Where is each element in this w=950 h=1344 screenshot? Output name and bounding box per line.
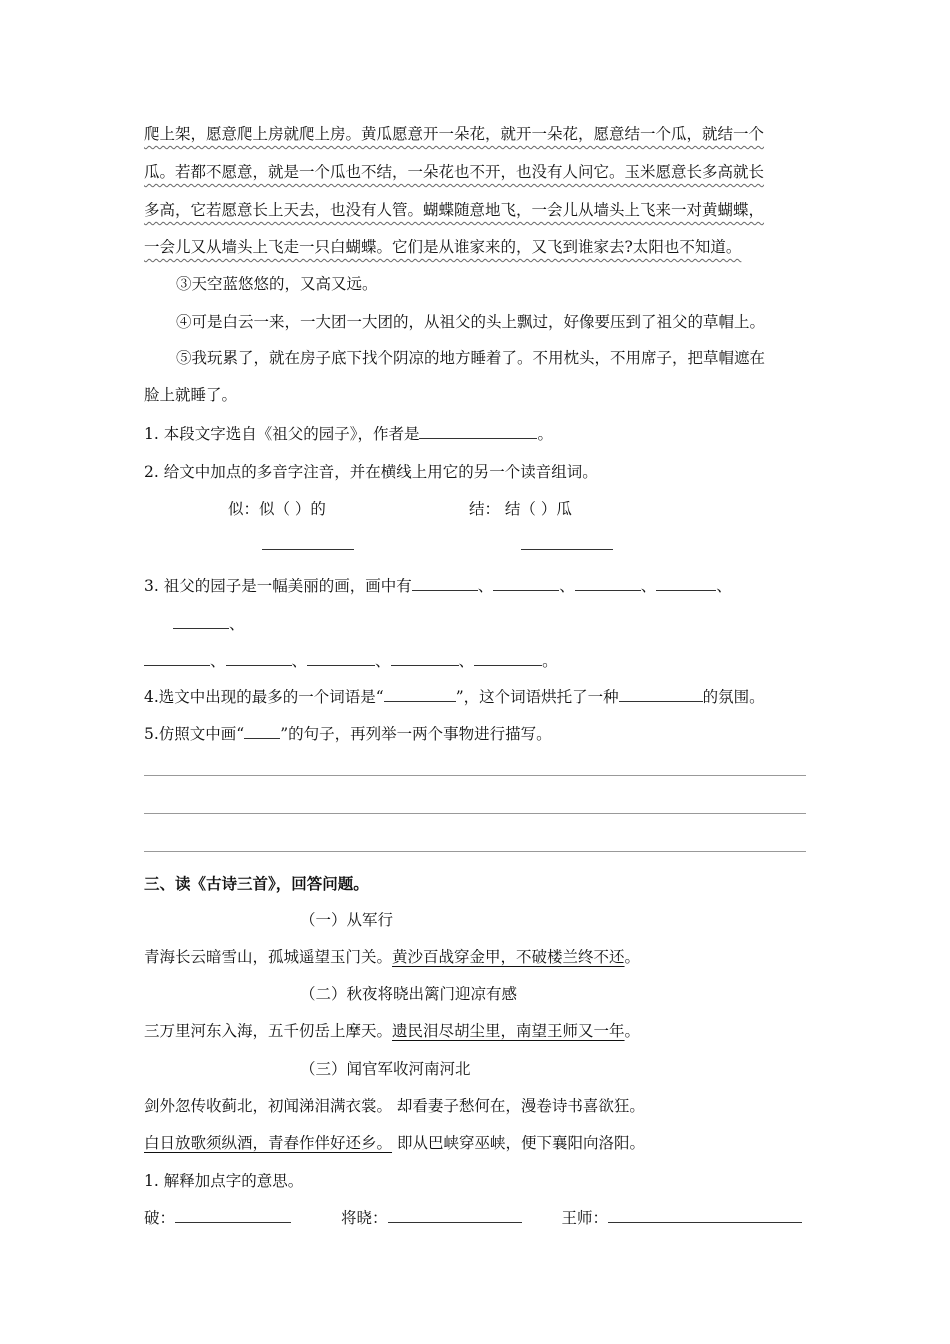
polyphone-si: 似：似（ ）的 [228, 500, 326, 518]
scene-blank-7[interactable] [226, 651, 292, 666]
scene-blank-9[interactable] [391, 651, 459, 666]
scene-blank-4[interactable] [656, 576, 716, 591]
passage-line-2: 瓜。若都不愿意，就是一个瓜也不结，一朵花也不开，也没有人问它。玉米愿意长多高就长 [144, 163, 765, 181]
author-answer-blank[interactable] [419, 424, 537, 439]
atmosphere-blank[interactable] [619, 687, 703, 702]
question-1-text: 1. 本段文字选自《祖父的园子》，作者是 [144, 425, 420, 443]
scene-blank-6[interactable] [144, 651, 210, 666]
paragraph-3: ③天空蓝悠悠的，又高又远。 [176, 275, 378, 293]
separator: 、 [559, 577, 575, 595]
question-1-suffix: 。 [537, 425, 553, 443]
question-5 [144, 724, 552, 744]
scene-blank-5[interactable] [173, 614, 229, 629]
jiangxiao-label: 将晓： [341, 1209, 388, 1227]
section-3-question-1: 1. 解释加点字的意思。 [144, 1172, 304, 1190]
separator: 、 [229, 615, 245, 633]
polyphone-jie: 结： 结（ ）瓜 [469, 500, 572, 518]
question-5-text-a: 5.仿照文中画“ [144, 725, 245, 743]
question-2: 2. 给文中加点的多音字注音，并在横线上用它的另一个读音组词。 [144, 463, 598, 481]
question-1 [144, 424, 553, 444]
scene-blank-3[interactable] [575, 576, 641, 591]
question-3 [144, 576, 732, 596]
poem-1-text [144, 947, 640, 967]
poem-2-text [144, 1021, 640, 1041]
passage-line-4: 一会儿又从墙头上飞走一只白蝴蝶。它们是从谁家来的，又飞到谁家去?太阳也不知道。 [144, 238, 742, 256]
question-4-text-b: ”，这个词语烘托了一种 [455, 688, 619, 706]
poem-1-title: （一）从军行 [300, 911, 394, 929]
poem-2-line-a: 三万里河东入海，五千仞岳上摩天。 [144, 1022, 393, 1040]
question-3-line-3 [144, 651, 558, 671]
jie-word-blank[interactable] [521, 549, 613, 550]
section-3-heading: 三、读《古诗三首》，回答问题。 [144, 874, 369, 893]
poem-3-line-2 [144, 1133, 645, 1153]
separator: 、 [375, 652, 391, 670]
question-3-line-2 [173, 614, 245, 634]
poem-1-line-a: 青海长云暗雪山，孤城遥望玉门关。 [144, 948, 393, 966]
separator: 、 [458, 652, 475, 670]
passage-line-3: 多高，它若愿意长上天去，也没有人管。蝴蝶随意地飞，一会儿从墙头上飞来一对黄蝴蝶， [144, 201, 765, 219]
po-answer-blank[interactable] [175, 1208, 291, 1223]
poem-3-line-1: 剑外忽传收蓟北，初闻涕泪满衣裳。 却看妻子愁何在，漫卷诗书喜欲狂。 [144, 1097, 645, 1115]
passage-line-1: 爬上架，愿意爬上房就爬上房。黄瓜愿意开一朵花，就开一朵花，愿意结一个瓜，就结一个 [144, 125, 765, 143]
paragraph-5-line-2: 脸上就睡了。 [144, 386, 238, 404]
question-4-text-c: 的氛围。 [702, 688, 765, 706]
separator: 、 [210, 652, 226, 670]
question-4 [144, 687, 765, 707]
question-3-text: 3. 祖父的园子是一幅美丽的画，画中有 [144, 577, 412, 595]
wangshi-answer-blank[interactable] [608, 1208, 802, 1223]
poem-3-title: （三）闻官军收河南河北 [300, 1060, 471, 1078]
jiangxiao-answer-blank[interactable] [388, 1208, 522, 1223]
wangshi-label: 王师： [561, 1209, 609, 1227]
separator: 、 [640, 577, 657, 595]
scene-blank-1[interactable] [412, 576, 478, 591]
answer-line-2[interactable] [144, 813, 806, 814]
paragraph-5-line-1: ⑤我玩累了，就在房子底下找个阴凉的地方睡着了。不用枕头，不用席子，把草帽遮在 [176, 349, 766, 367]
frequent-word-blank[interactable] [384, 687, 456, 702]
separator: 、 [477, 577, 494, 595]
separator: 、 [291, 652, 308, 670]
poem-1-end: 。 [624, 948, 641, 966]
answer-line-1[interactable] [144, 775, 806, 776]
poem-2-title: （二）秋夜将晓出篱门迎凉有感 [300, 985, 518, 1003]
poem-2-underlined: 遗民泪尽胡尘里，南望王师又一年 [392, 1022, 625, 1040]
scene-blank-8[interactable] [307, 651, 375, 666]
answer-line-3[interactable] [144, 851, 806, 852]
explain-row [144, 1208, 802, 1228]
poem-1-underlined: 黄沙百战穿金甲，不破楼兰终不还 [392, 948, 625, 966]
question-5-text-b: ”的句子，再列举一两个事物进行描写。 [280, 725, 552, 743]
poem-3-underlined: 白日放歌须纵酒，青春作伴好还乡。 [144, 1134, 393, 1152]
po-label: 破： [144, 1209, 176, 1227]
si-word-blank[interactable] [262, 549, 354, 550]
question-4-text-a: 4.选文中出现的最多的一个词语是“ [144, 688, 384, 706]
separator: 、 [716, 577, 732, 595]
scene-blank-2[interactable] [493, 576, 559, 591]
question-3-period: 。 [542, 652, 558, 670]
scene-blank-10[interactable] [474, 651, 542, 666]
underline-sample [244, 724, 280, 739]
poem-3-line-c: 即从巴峡穿巫峡，便下襄阳向洛阳。 [392, 1134, 645, 1152]
poem-2-end: 。 [624, 1022, 641, 1040]
paragraph-4: ④可是白云一来，一大团一大团的，从祖父的头上飘过，好像要压到了祖父的草帽上。 [176, 313, 766, 331]
